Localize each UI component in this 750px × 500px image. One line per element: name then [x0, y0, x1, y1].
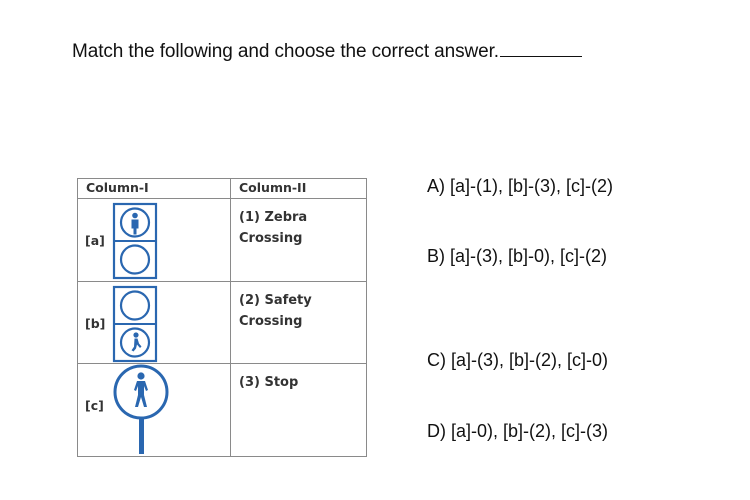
row-label-c: [c]: [85, 398, 104, 414]
column-1-cell-a: [78, 199, 231, 281]
column-1-header: Column-I: [78, 179, 231, 199]
option-a[interactable]: A) [a]-(1), [b]-(3), [c]-(2): [427, 176, 614, 196]
option-d[interactable]: D) [a]-0), [b]-(2), [c]-(3): [427, 421, 609, 441]
question-prompt: Match the following and choose the correct answer.: [72, 41, 499, 62]
table-header-row: [78, 179, 367, 199]
pedestrian-signal-walk-top-icon: [110, 202, 160, 280]
column-2-cell-2: (2) Safety Crossing: [231, 281, 367, 363]
pedestrian-crossing-sign-icon: [110, 364, 170, 454]
option-c[interactable]: C) [a]-(3), [b]-(2), [c]-0): [427, 350, 609, 370]
pedestrian-signal-walk-bottom-icon: [110, 285, 160, 363]
column-1-cell-b: [78, 281, 231, 363]
option-b[interactable]: B) [a]-(3), [b]-0), [c]-(2): [427, 246, 608, 266]
column-2-cell-1: (1) Zebra Crossing: [231, 199, 367, 281]
table-row: [78, 199, 367, 281]
column-1-cell-c: [78, 364, 231, 457]
answer-blank: [500, 42, 582, 57]
column-2-header: Column-II: [231, 179, 367, 199]
column-2-cell-3: (3) Stop: [231, 364, 367, 457]
table-row: [78, 281, 367, 363]
row-label-a: [a]: [85, 233, 105, 249]
question-text: [72, 41, 582, 63]
table-row: [78, 364, 367, 457]
match-table: [77, 178, 367, 457]
row-label-b: [b]: [85, 315, 106, 331]
